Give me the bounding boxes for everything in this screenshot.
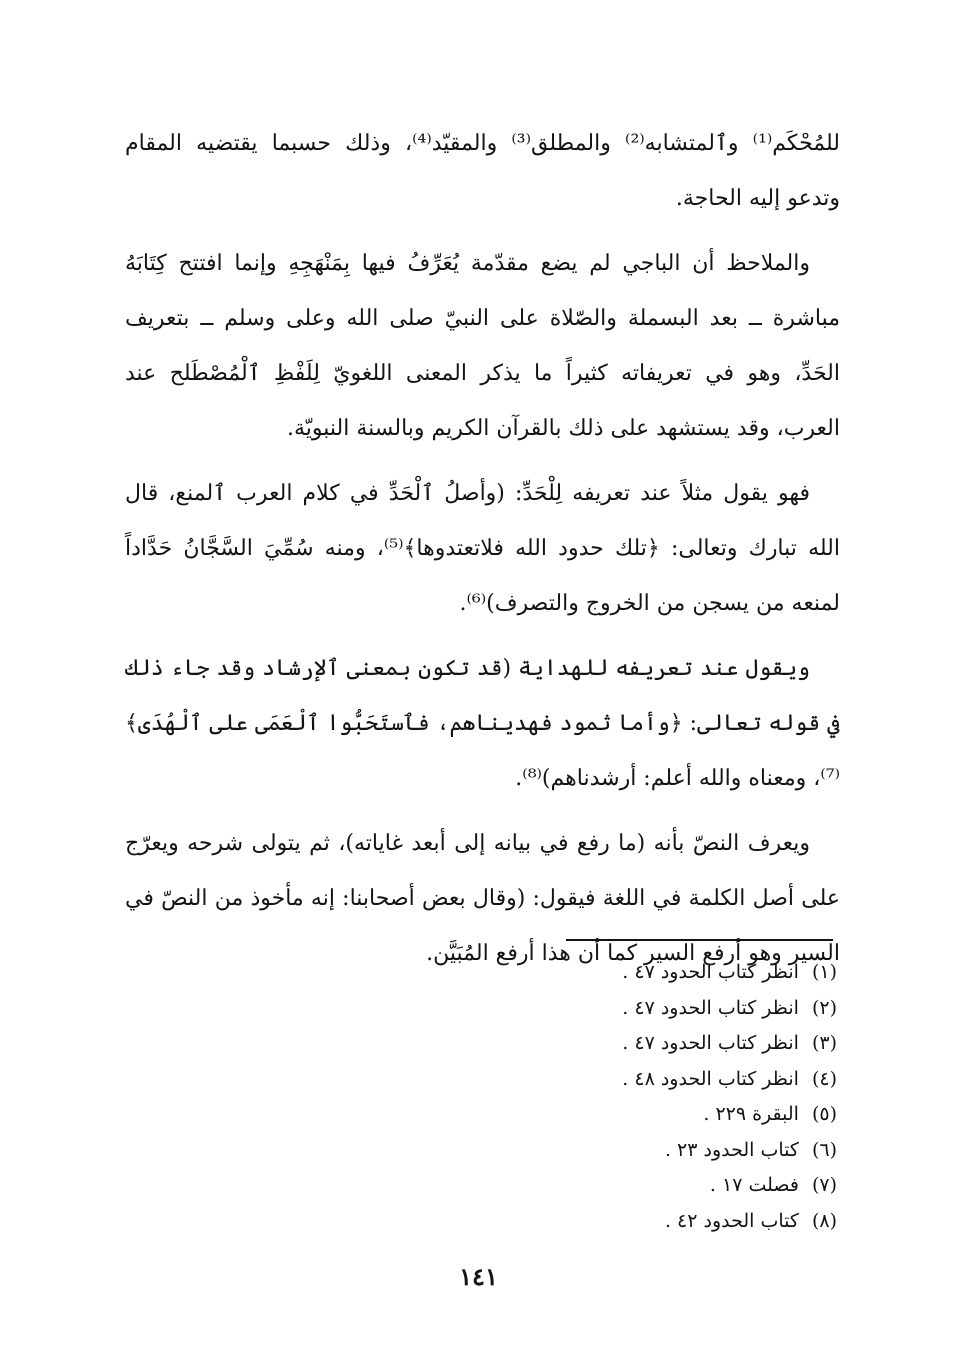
footnote-number: (٢)	[811, 996, 837, 1019]
footnote-number: (٣)	[811, 1032, 837, 1054]
footnote-item	[317, 955, 837, 991]
body-text	[125, 116, 840, 981]
paragraph: ويقول عند تعريفه للهداية (قد تكون بمعنى ٱلإرشاد وقد جاء ذلك في قوله تعالى: ﴿وأما ثمود فهديناهم، فٱستَحَبُّوا ٱلْعَمَى على ٱلْهُدَى﴾⁽⁷⁾، ومعناه والله أعلم: أرشدناهم)⁽⁸⁾.	[125, 656, 840, 791]
footnote-text: انظر كتاب الحدود ٤٧ .	[622, 996, 799, 1019]
footnote-number: (١)	[811, 961, 837, 983]
footnote-item	[317, 1062, 837, 1098]
footnote-text: البقرة ٢٢٩ .	[703, 1103, 799, 1125]
footnote-item	[317, 1097, 837, 1133]
footnote-number: (٦)	[811, 1138, 837, 1161]
footnote-item	[317, 1204, 837, 1240]
footnote-text: انظر كتاب الحدود ٤٧ .	[622, 1032, 799, 1054]
footnote-text: كتاب الحدود ٤٢ .	[664, 1209, 799, 1232]
paragraph: والملاحظ أن الباجي لم يضع مقدّمة يُعَرِّفُ فيها بِمَنْهَجِهِ وإنما افتتح كِتَابَهُ مباشرة ــ بعد البسملة والصّلاة على النبيّ صلى الله وعلى وسلم ــ بتعريف الحَدِّ، وهو في تعريفاته كثيراً ما يذكر المعنى اللغويّ لِلَفْظِ ٱلْمُصْطَلح عند العرب، وقد يستشهد على ذلك بالقرآن الكريم وبالسنة النبويّة.	[125, 251, 840, 441]
footnote-text: فصلت ١٧ .	[709, 1174, 799, 1196]
paragraph: فهو يقول مثلاً عند تعريفه لِلْحَدِّ: (وأصلُ ٱلْحَدِّ في كلام العرب ٱلمنع، قال الله تبارك وتعالى: ﴿تلك حدود الله فلاتعتدوها﴾⁽⁵⁾، ومنه سُمِّيَ السَّجَّانُ حَدَّاداً لمنعه من يسجن من الخروج والتصرف)⁽⁶⁾.	[125, 481, 840, 616]
paragraph: ويعرف النصّ بأنه (ما رفع في بيانه إلى أبعد غاياته)، ثم يتولى شرحه ويعرّج على أصل الكلمة في اللغة فيقول: (وقال بعض أصحابنا: إنه مأخوذ من النصّ في السير وهو أرفع السير كما أن هذا أرفع المُبَيَّن.	[125, 831, 840, 966]
footnote-number: (٨)	[811, 1209, 837, 1232]
footnote-text: كتاب الحدود ٢٣ .	[664, 1138, 799, 1161]
footnote-number: (٤)	[811, 1067, 837, 1090]
footnote-text: انظر كتاب الحدود ٤٨ .	[622, 1067, 799, 1090]
paragraph: للمُحْكَم⁽¹⁾ وٱلمتشابه⁽²⁾ والمطلق⁽³⁾ والمقيّد⁽⁴⁾، وذلك حسبما يقتضيه المقام وتدعو إليه الحاجة.	[125, 131, 840, 211]
footnote-number: (٥)	[811, 1103, 837, 1125]
page-number: ١٤١	[459, 1262, 498, 1291]
footnote-separator	[566, 939, 833, 941]
footnote-item	[317, 1026, 837, 1062]
footnote-text: انظر كتاب الحدود ٤٧ .	[622, 961, 799, 983]
footnotes-list	[317, 955, 837, 1239]
footnote-item	[317, 1133, 837, 1169]
footnote-number: (٧)	[811, 1174, 837, 1196]
footnote-item	[317, 1168, 837, 1204]
footnote-item	[317, 991, 837, 1027]
